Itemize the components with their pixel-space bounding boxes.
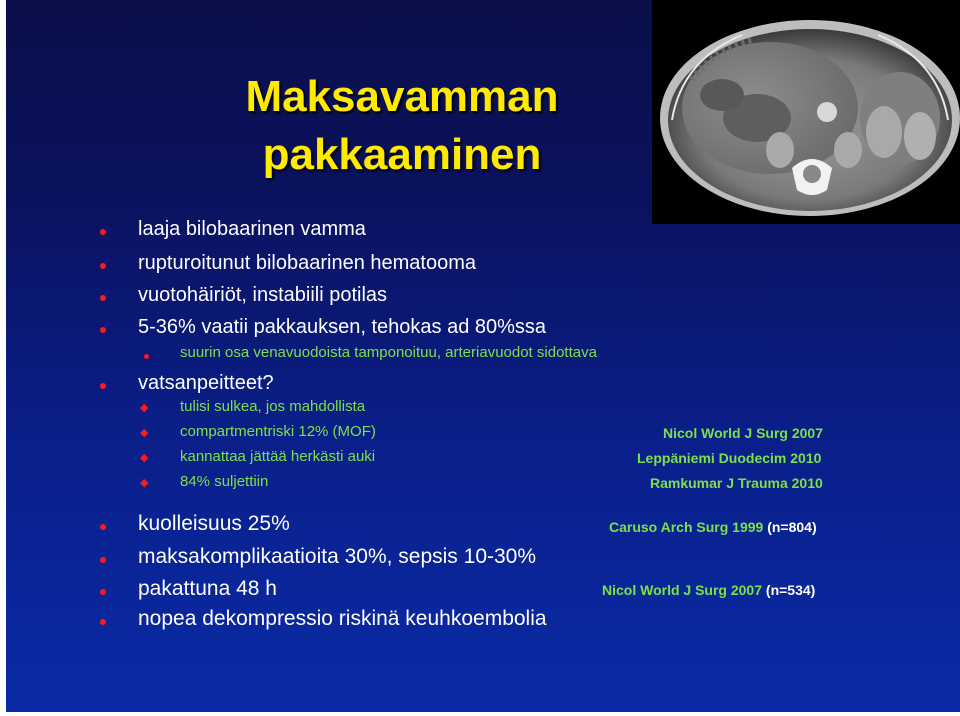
bullet-dot: [100, 229, 106, 235]
bullet-item: laaja bilobaarinen vamma: [138, 218, 366, 240]
sub-bullet-dot: [144, 354, 149, 359]
slide: [6, 0, 960, 712]
reference-count: (n=534): [765, 582, 816, 598]
diamond-bullet-icon: ◆: [140, 427, 149, 439]
reference: Leppäniemi Duodecim 2010: [637, 450, 822, 466]
sub-bullet-item: tulisi sulkea, jos mahdollista: [180, 398, 366, 415]
diamond-bullet-icon: ◆: [140, 477, 149, 489]
bullet-item: maksakomplikaatioita 30%, sepsis 10-30%: [138, 545, 537, 568]
bullet-dot: [100, 295, 106, 301]
reference: [609, 519, 817, 535]
bullet-dot: [100, 524, 106, 530]
reference: [602, 582, 815, 598]
bullet-dot: [100, 263, 106, 269]
title-line-1: Maksavamman: [245, 72, 559, 121]
diamond-bullet-icon: ◆: [140, 452, 149, 464]
bullet-item: vuotohäiriöt, instabiili potilas: [138, 284, 388, 306]
sub-bullet-item: compartmentriski 12% (MOF): [180, 423, 376, 440]
sub-bullet-item: 84% suljettiin: [180, 473, 269, 490]
reference-text: Caruso Arch Surg 1999: [609, 519, 764, 535]
sub-bullet-item: kannattaa jättää herkästi auki: [180, 448, 376, 465]
bullet-item: pakattuna 48 h: [138, 577, 277, 600]
bullet-item: kuolleisuus 25%: [138, 512, 290, 535]
bullet-item: vatsanpeitteet?: [138, 372, 274, 394]
bullet-dot: [100, 557, 106, 563]
bullet-item: nopea dekompressio riskinä keuhkoembolia: [138, 607, 547, 630]
reference-count: (n=804): [767, 519, 817, 535]
sub-bullet-item: suurin osa venavuodoista tamponoituu, arteriavuodot sidottava: [180, 344, 597, 361]
bullet-dot: [100, 589, 106, 595]
bullet-dot: [100, 327, 106, 333]
bullet-dot: [100, 383, 106, 389]
slide-title: [202, 68, 602, 184]
diamond-bullet-icon: ◆: [140, 402, 149, 414]
bullet-dot: [100, 619, 106, 625]
reference: Nicol World J Surg 2007: [663, 425, 824, 441]
title-line-2: pakkaaminen: [262, 130, 542, 179]
ct-scan-image: [652, 0, 960, 224]
reference-text: Nicol World J Surg 2007: [602, 582, 763, 598]
reference: Ramkumar J Trauma 2010: [650, 475, 823, 491]
bullet-item: 5-36% vaatii pakkauksen, tehokas ad 80%ssa: [138, 316, 547, 338]
bullet-item: rupturoitunut bilobaarinen hematooma: [138, 252, 476, 274]
